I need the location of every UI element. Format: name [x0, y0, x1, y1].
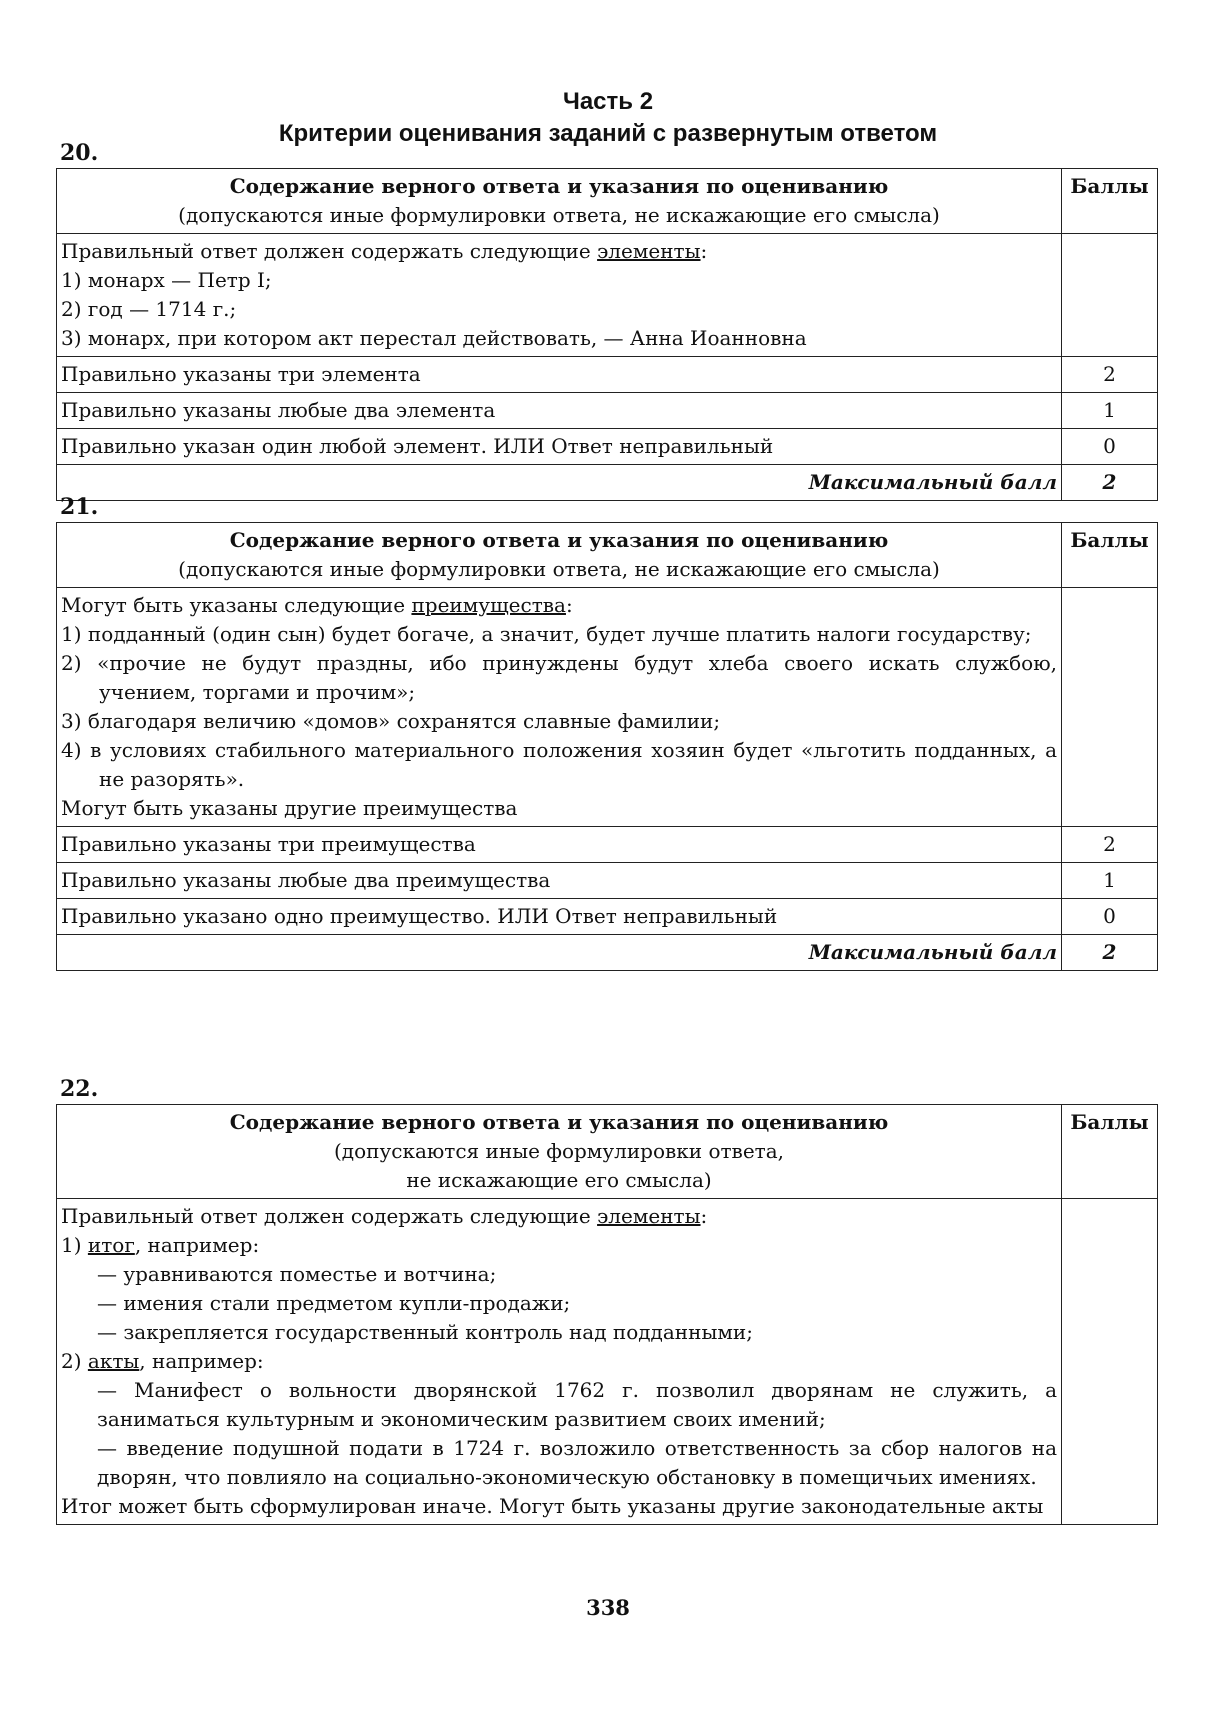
- max-score-value: 2: [1062, 935, 1158, 971]
- balls-header: Баллы: [1062, 523, 1158, 588]
- balls-header: Баллы: [1062, 1105, 1158, 1199]
- list-item: 3) благодаря величию «домов» сохранятся славные фамилии;: [61, 709, 721, 733]
- table-header-row: [57, 169, 1158, 234]
- score-value: 1: [1062, 393, 1158, 429]
- score-value: 2: [1062, 357, 1158, 393]
- list-item: 2) год — 1714 г.;: [61, 297, 237, 321]
- answer-content-row: [57, 1199, 1158, 1525]
- part-title: Часть 2: [562, 88, 654, 115]
- q22-criteria-table: [56, 1104, 1158, 1525]
- balls-header: Баллы: [1062, 169, 1158, 234]
- part-subtitle: Критерии оценивания заданий с развернутым ответом: [278, 120, 938, 147]
- question-22-number: 22.: [60, 1076, 99, 1102]
- question-20-number: 20.: [60, 140, 99, 166]
- list-item: 1) подданный (один сын) будет богаче, а значит, будет лучше платить налоги государству;: [61, 622, 1032, 646]
- score-row: Правильно указаны три элемента 2: [57, 357, 1158, 393]
- content-header: Содержание верного ответа и указания по оцениванию (допускаются иные формулировки ответа, не искажающие его смысла): [57, 169, 1062, 234]
- question-21-number: 21.: [60, 494, 99, 520]
- answer-content: Правильный ответ должен содержать следующие элементы: 1) монарх — Петр I; 2) год — 1714 г.; 3) монарх, при котором акт перестал действовать, — Анна Иоанновна: [57, 234, 1062, 357]
- list-item: — закрепляется государственный контроль над подданными;: [97, 1320, 753, 1344]
- list-item: 2) «прочие не будут праздны, ибо принуждены будут хлеба своего искать службою, учением, торгами и прочим»;: [61, 651, 1057, 704]
- content-header: Содержание верного ответа и указания по оцениванию (допускаются иные формулировки ответа, не искажающие его смысла): [57, 1105, 1062, 1199]
- score-value: 0: [1062, 429, 1158, 465]
- table-header-row: [57, 1105, 1158, 1199]
- table-header-row: [57, 523, 1158, 588]
- list-item: — введение подушной подати в 1724 г. возложило ответственность за сбор налогов на дворян, что повлияло на социально-экономическую обстановку в помещичьих имениях.: [97, 1436, 1057, 1489]
- score-row: Правильно указаны любые два элемента 1: [57, 393, 1158, 429]
- q21-criteria-table: [56, 522, 1158, 971]
- score-row: Правильно указан один любой элемент. ИЛИ Ответ неправильный 0: [57, 429, 1158, 465]
- score-row: Правильно указаны любые два преимущества 1: [57, 863, 1158, 899]
- content-header: Содержание верного ответа и указания по оцениванию (допускаются иные формулировки ответа, не искажающие его смысла): [57, 523, 1062, 588]
- answer-content: Могут быть указаны следующие преимущества: 1) подданный (один сын) будет богаче, а значит, будет лучше платить налоги государству; 2) «прочие не будут праздны, ибо принуждены будут хлеба своего искать службою, учением, торгами и прочим»; 3) благодаря величию «домов» сохранятся славные фамилии; 4) в условиях стабильного материального положения хозяин будет «льготить подданных, а не разорять». Могут быть указаны другие преимущества: [57, 588, 1062, 827]
- list-item: 1) монарх — Петр I;: [61, 268, 272, 292]
- list-item: 2) акты, например:: [61, 1349, 264, 1373]
- answer-content-row: [57, 588, 1158, 827]
- list-item: — Манифест о вольности дворянской 1762 г. позволил дворянам не служить, а заниматься культурным и экономическим развитием своих имений;: [97, 1378, 1057, 1431]
- score-row: Правильно указаны три преимущества 2: [57, 827, 1158, 863]
- max-score-row: Максимальный балл 2: [57, 465, 1158, 501]
- q20-criteria-table: [56, 168, 1158, 501]
- score-value: 0: [1062, 899, 1158, 935]
- score-row: Правильно указано одно преимущество. ИЛИ Ответ неправильный 0: [57, 899, 1158, 935]
- max-score-row: Максимальный балл 2: [57, 935, 1158, 971]
- list-item: — имения стали предметом купли-продажи;: [97, 1291, 571, 1315]
- score-value: 2: [1062, 827, 1158, 863]
- answer-content: Правильный ответ должен содержать следующие элементы: 1) итог, например: — уравниваются поместье и вотчина; — имения стали предметом купли-продажи; — закрепляется государственный контроль над подданными; 2) акты, например: — Манифест о вольности дворянской 1762 г. позволил дворянам не служить, а заниматься культурным и экономическим развитием своих имений; — введение подушной подати в 1724 г. возложило ответственность за сбор налогов на дворян, что повлияло на социально-экономическую обстановку в помещичьих имениях. Итог может быть сформулирован иначе. Могут быть указаны другие законодательные акты: [57, 1199, 1062, 1525]
- page-number: 338: [586, 1595, 630, 1620]
- list-item: — уравниваются поместье и вотчина;: [97, 1262, 497, 1286]
- list-item: 4) в условиях стабильного материального положения хозяин будет «льготить подданных, а не разорять».: [61, 738, 1057, 791]
- score-value: 1: [1062, 863, 1158, 899]
- list-item: 3) монарх, при котором акт перестал действовать, — Анна Иоанновна: [61, 326, 807, 350]
- max-score-value: 2: [1062, 465, 1158, 501]
- answer-content-row: [57, 234, 1158, 357]
- list-item: 1) итог, например:: [61, 1233, 260, 1257]
